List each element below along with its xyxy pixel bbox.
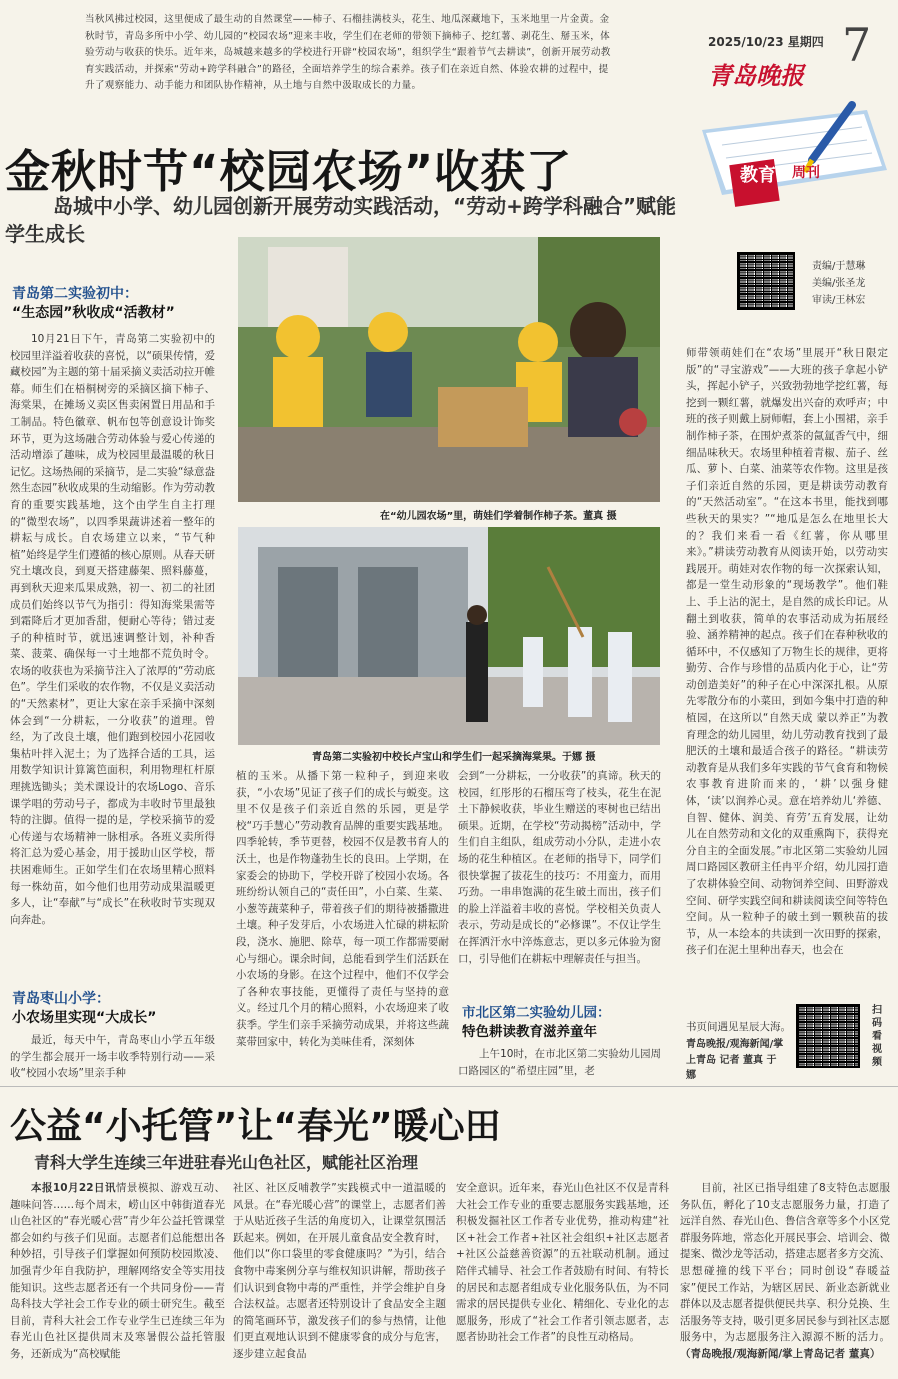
- section3-school: 市北区第二实验幼儿园：: [462, 1005, 611, 1021]
- article2-subtitle: 青科大学生连续三年进驻春光山色社区，赋能社区治理: [34, 1153, 419, 1172]
- section2-heading: 小农场里实现“大成长”: [12, 1010, 157, 1026]
- designer-name: 美编/张圣龙: [812, 278, 866, 289]
- photo-kindergarten-farm: [238, 237, 660, 502]
- editor-list: [812, 258, 865, 309]
- section-title: 教育: [740, 165, 776, 186]
- dateline: 本报10月22日讯: [31, 1182, 116, 1194]
- qr-code-video[interactable]: [796, 1004, 860, 1068]
- section3-heading: 特色耕读教育滋养童年: [462, 1024, 597, 1040]
- photo1-caption: 在“幼儿园农场”里，萌娃们学着制作柿子茶。董真 摄: [380, 511, 617, 522]
- article2-closing: 目前，社区已指导组建了8支特色志愿服务队伍，孵化了10支志愿服务力量，打造了远洋自然、春光山色、鲁信含章等多个小区党群服务阵地，常态化开展民事会、培训会、微提案、微沙龙等活动，搭建志愿者多方交流、思想碰撞的线下平台；同时创设“春暖益家”便民工作站，为辖区居民、新业态新就业群体以及志愿者提供便民共享、积分兑换、生活服务等支持，吸引更多居民参与到社区志愿服务中，为志愿服务注入源源不断的活力。: [680, 1182, 890, 1344]
- intro-paragraph: 当秋风拂过校园，这里便成了最生动的自然课堂——柿子、石榴挂满枝头，花生、地瓜深藏地下，玉米地里一片金黄。金秋时节，青岛多所中小学、幼儿园的“校园农场”迎来丰收，学生们在老师的带领下摘柿子、挖红薯、剥花生、掰玉米，体验劳动与收获的快乐。近年来，岛城越来越多的学校进行开辟“校园农场”，组织学生“跟着节气去耕读”，创新开展劳动教育实践活动，并探索“劳动+跨学科融合”的路径，全面培养学生的综合素养。孩子们在亲近自然、体验农耕的过程中，提升了观察能力、动手能力和团队协作精神，从土地与自然中汲取成长的力量。: [85, 14, 611, 91]
- issue-date: 2025/10/23 星期四: [708, 35, 824, 49]
- article2-body-col1: [10, 1180, 225, 1379]
- section1-body: 10月21日下午，青岛第二实验初中的校园里洋溢着收获的喜悦，以“硕果传情，爱藏校园”为主题的第十届采摘义卖活动拉开帷幕。师生们在梧桐树旁的采摘区摘下柿子、海棠果，在摊场义卖区售卖闲置日用品和手工制品。特色徽章、帆布包等创意设计饰奖环节，更为这场融合劳动体验与爱心传递的活动增添了趣味，成为校园里最温暖的秋日记忆。这场热闹的采摘节，是二实验“绿意盎然生态园”秋收成果的生动缩影。作为劳动教育的重要实践基地，这个由学生自主打理的“微型农场”，以四季果蔬讲述着一整年的耕耘与成长。自农场建立以来，“节气种植”始终是学生们遵循的核心原则。从春天研究土壤改良，到夏天搭建藤架、照料藤蔓，再到秋天迎来瓜果成熟，初一、初二的社团成员们始终以节气为指引：得知海棠果需等到霜降后才更加香甜，便耐心等待；错过麦子的种植时节，就迅速调整计划，补种香菜、菠菜、确保每一寸土地都不荒负时令。农场的收获也为采摘节注入了浓厚的“劳动底色”。学生们采收的农作物，不仅是义卖活动的“天然素材”，更让大家在亲手采摘中深刻体会到“一分耕耘，一分收获”的道理。曾经，为了改良土壤，他们跑到校园小花园收集枯叶拌入泥土；为了选择合适的工具，运用数学知识计算篱笆面积，利用物理杠杆原理挑选锄头；美术课设计的农场Logo、音乐课学唱的劳动号子，都成为丰收时节里最独特的注脚。值得一提的是，学校采摘节的爱心传递与农场精神一脉相承。各班义卖所得将汇总为爱心基金，用于援助山区学校，帮扶困难师生。正如学生们在农场里精心照料每一株幼苗，如今他们也用劳动成果温暖更多人，让“奉献”与“成长”在秋收时节实现双向奔赴。: [10, 333, 215, 926]
- editor-name: 责编/于慧琳: [812, 261, 866, 272]
- proofreader-name: 审读/王林宏: [812, 295, 866, 306]
- notebook-pen-icon: [692, 100, 892, 210]
- photo2-caption: 青岛第二实验初中校长卢宝山和学生们一起采摘海棠果。于娜 摄: [312, 752, 596, 763]
- masthead: 青岛晚报: [708, 61, 804, 90]
- section2-body-continued: 植的玉米。从播下第一粒种子，到迎来收获，“小农场”见证了孩子们的成长与蜕变。这里不仅是孩子们亲近自然的乐园，更是学校“巧手慧心”劳动教育品牌的重要实践基地。四季轮转，季节更替，校园不仅是教书育人的沃土，也是作物蓬勃生长的良田。上学期，在家委会的协助下，学校开辟了校园小农场。各班纷纷认领自己的“责任田”，小白菜、生菜、小葱等蔬菜种子，带着孩子们的期待被播撒进土壤。种子发芽后，小农场进入忙碌的耕耘阶段，浇水、施肥、除草，每一项工作都需要耐心与细心。课余时间，总能看到学生们活跃在小农场的身影。在这个过程中，他们不仅学会了各种农事技能，更懂得了责任与坚持的意义。经过几个月的精心照料，小农场迎来了收获季。学生们亲手采摘劳动成果，并将这些蔬菜带回家中，转化为美味佳肴，深刻体: [236, 770, 449, 1048]
- section1-heading: “生态园”秋收成“活教材”: [12, 305, 175, 321]
- article1-credit: 青岛晚报/观海新闻/掌上青岛 记者 董真 于娜: [686, 1039, 784, 1081]
- article2-credit: （青岛晚报/观海新闻/掌上青岛记者 董真）: [680, 1347, 881, 1360]
- section2-body-end: 会到“一分耕耘，一分收获”的真谛。秋天的校园，红彤彤的石榴压弯了枝头，花生在泥土下静候收获，毕业生赠送的枣树也已结出硕果。近期，在学校“劳动揭榜”活动中，学生们自主组队，组成劳动小分队，走进小农场的花生种植区。在老师的指导下，同学们很快掌握了拔花生的技巧：不用蛮力，而用巧劲。一串串饱满的花生破土而出，孩子们的脸上洋溢着丰收的喜悦。学校相关负责人表示，劳动是成长的“必修课”。不仅让学生在挥洒汗水中淬炼意志，更以多元体验为窗口，引导他们在耕耘中理解责任与担当。: [458, 770, 661, 965]
- article2-body-col3: 安全意识。近年来，春光山色社区不仅是青科大社会工作专业的重要志愿服务实践基地，还积极发掘社区工作者专业优势，推动构建“社区+社会工作者+社区社会组织+社区志愿者+社区公益慈善资源”的五社联动机制。通过陪伴式辅导、社会工作者鼓励有时间、有特长的居民和志愿者组成专业化服务队伍，为不同需求的居民提供专业化、精细化、专业化的志愿服务，形成了“社会工作者引领志愿者，志愿者协助社会工作者”的良性互动格局。: [456, 1182, 669, 1344]
- article2-headline: 公益“小托管”让“春光”暖心田: [10, 1106, 501, 1147]
- section-divider: [0, 1086, 898, 1087]
- section-badge: [692, 100, 892, 210]
- video-qr-label: 扫码看视频: [872, 1005, 882, 1068]
- section-subtitle: 周刊: [792, 165, 820, 181]
- article2-lead: 情景模拟、游戏互动、趣味问答……每个周末，崂山区中韩街道春光山色社区的“春光暖心营”青少年公益托管课堂都会如约与孩子们见面。志愿者们总能想出各种妙招，引导孩子们掌握如何预防校园欺凌、加强青少年自我防护，理解网络安全等实用技能知识。这些志愿者还有一个共同身份——青岛科技大学社会工作专业的硕士研究生。截至目前，青科大社会工作专业学生已连续三年为春光山色社区提供周末及寒暑假公益托管服务，还新成为“高校赋能: [10, 1182, 225, 1360]
- photo-crabapple-picking: [238, 527, 660, 745]
- section3-body-final: 书页间遇见星辰大海。: [686, 1021, 791, 1033]
- section1-school: 青岛第二实验初中：: [12, 286, 138, 302]
- page-number: 7: [842, 18, 872, 72]
- section3-body-continued: 师带领萌娃们在“农场”里展开“秋日限定版”的“寻宝游戏”——大班的孩子拿起小铲头，挥起小铲子，兴致勃勃地学挖红薯，每挖到一颗红薯，就爆发出兴奋的欢呼声；中班的孩子则戴上厨师帽，套上小围裙，亲手制作柿子茶，在围炉煮茶的氤氲香气中，细细品味秋天。农场里种植着青椒、茄子、丝瓜、萝卜、白菜、油菜等农作物。这里是孩子们亲近自然的乐园，更是耕读劳动教育的“天然活动室”。“在这本书里，能找到哪些秋天的果实？”“地瓜是怎么在地里长大的？我们来看一看《红薯，你从哪里来》。”耕读劳动教育从阅读开始，以劳动实践展开。萌娃对农作物的每一次探索认知，都是一堂生动形象的“现场教学”。他们鞋上、手上沾的泥土，是自然的成长印记。从翻土到收获，简单的农事活动成为拓展经验、涵养精神的起点。孩子们在春种秋收的循环中，不仅感知了万物生长的规律，更将勤劳、合作与珍惜的品质内化于心，让“劳动创造美好”的种子在心中深深扎根。从原先零散分布的小菜田，到如今集中打造的种植园，在这所以“自然天成 蒙以养正”为教育理念的幼儿园里，幼儿劳动教育找到了最肥沃的土壤和最适合孩子的路径。“耕读劳动教育是从我们多年实践的节气食育和物候农事教育进阶而来的，‘耕’以强身健体，‘读’以润养心灵。意在培养幼儿‘养德、自智、健体、润美、育劳’五育发展，让幼儿在自然劳动和文化的双重熏陶下，获得充分自主的全面发展。”市北区第二实验幼儿园周口路园区教研主任冉平介绍，幼儿园打造了农耕体验空间、动物饲养空间、田野游戏空间、研学实践空间和耕读阅读空间等特色空间。从一粒种子的破土到一颗秧苗的拔节，从一本绘本的共读到一次田野的探索，孩子们在泥土里种出春天，也会在: [686, 347, 888, 957]
- article1-subtitle: 岛城中小学、幼儿园创新开展劳动实践活动，“劳动+跨学科融合”赋能学生成长: [5, 194, 677, 246]
- qr-code-top[interactable]: [737, 252, 795, 310]
- section3-body: 上午10时，在市北区第二实验幼儿园周口路园区的“希望庄园”里，老: [458, 1048, 661, 1077]
- section2-body: 最近，每天中午，青岛枣山小学五年级的学生都会展开一场丰收季特别行动——采收“校园小农场”里亲手种: [10, 1034, 215, 1080]
- section2-school: 青岛枣山小学：: [12, 991, 110, 1007]
- article2-body-col2: 社区、社区反哺教学”实践模式中一道温暖的风景。在“春光暖心营”的课堂上，志愿者们善于从贴近孩子生活的角度切入，让课堂氛围活跃起来。例如，在开展儿童食品安全教育时，他们以“你口袋里的零食健康吗？”为引，结合食物中毒案例分享与维权知识讲解，帮助孩子们认识到食物中毒的严重性，并学会维护自身合法权益。志愿者还特别设计了食品安全主题的简笔画环节，激发孩子们的参与热情，让他们更直观地认识到不健康零食的成分与危害，逐步建立起食品: [233, 1182, 446, 1360]
- article1-headline: 金秋时节“校园农场”收获了: [5, 145, 573, 198]
- article2-body-col4: [680, 1180, 890, 1379]
